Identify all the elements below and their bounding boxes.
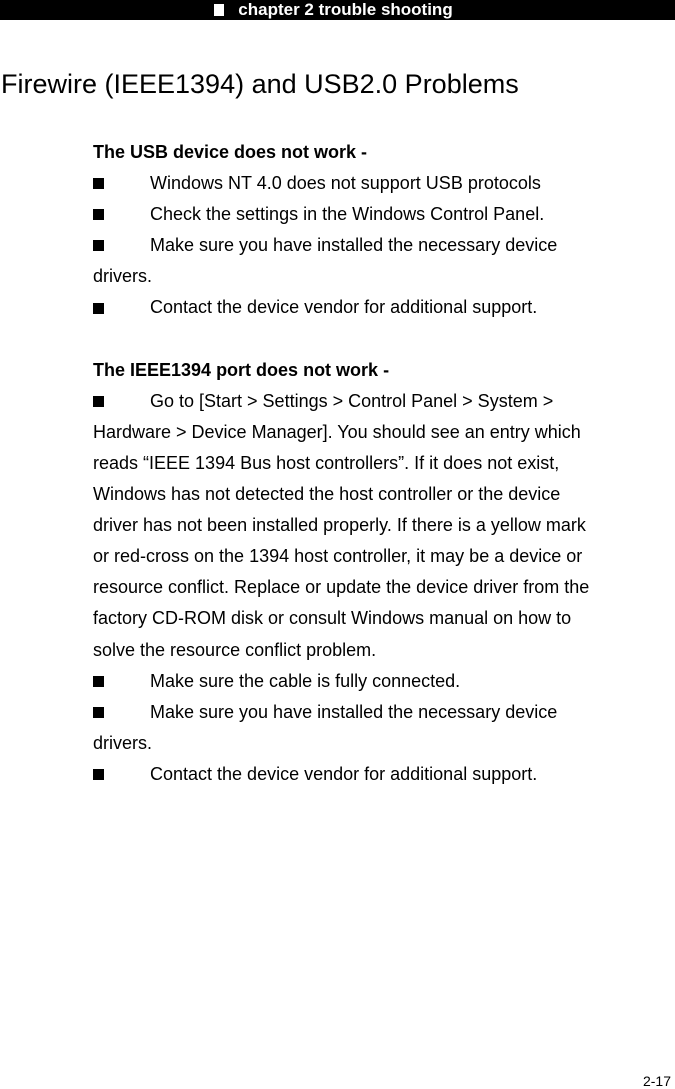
list-item [93,230,673,261]
list-item-text: Contact the device vendor for additional support. [150,297,538,318]
list-item-continuation: or red-cross on the 1394 host controller, it may be a device or [93,546,583,567]
usb-bullet-list [93,168,673,323]
list-item-continuation: Windows has not detected the host controller or the device [93,484,561,505]
list-item-continuation: factory CD-ROM disk or consult Windows manual on how to [93,608,572,629]
list-item-continuation: drivers. [93,266,153,287]
list-item-continuation: solve the resource conflict problem. [93,639,377,660]
list-item-text: Contact the device vendor for additional support. [150,763,538,784]
section-heading-usb: The USB device does not work - [93,142,368,162]
square-bullet-icon [93,396,104,407]
list-item-continuation: resource conflict. Replace or update the device driver from the [93,577,590,598]
square-bullet-icon [93,209,104,220]
square-bullet-icon [214,4,224,16]
list-item-text: Make sure you have installed the necessary device [150,235,558,256]
ieee1394-bullet-list [93,386,673,790]
chapter-title: chapter 2 trouble shooting [238,0,453,19]
square-bullet-icon [93,676,104,687]
section-heading-ieee1394: The IEEE1394 port does not work - [93,359,390,380]
list-item [93,697,673,728]
list-item [93,386,673,417]
list-item [93,666,673,697]
list-item-text: Make sure you have installed the necessary device [150,701,558,722]
list-item-text: Make sure the cable is fully connected. [150,670,461,691]
square-bullet-icon [93,240,104,251]
square-bullet-icon [93,178,104,189]
list-item [93,292,673,323]
list-item-continuation: driver has not been installed properly. If there is a yellow mark [93,515,586,536]
list-item-continuation: reads “IEEE 1394 Bus host controllers”. If it does not exist, [93,452,560,473]
page-number: 2-17 [642,1073,671,1089]
list-item-text: Go to [Start > Settings > Control Panel > System > [150,390,554,411]
chapter-header [0,0,675,20]
list-item [93,168,673,199]
square-bullet-icon [93,769,104,780]
list-item-text: Windows NT 4.0 does not support USB protocols [150,173,541,194]
list-item-text: Check the settings in the Windows Control Panel. [150,204,545,225]
page-title: Firewire (IEEE1394) and USB2.0 Problems [1,69,519,99]
square-bullet-icon [93,303,104,314]
list-item-continuation: drivers. [93,732,153,753]
list-item-continuation: Hardware > Device Manager]. You should see an entry which [93,421,581,442]
list-item [93,759,673,790]
square-bullet-icon [93,707,104,718]
list-item [93,199,673,230]
document-body [93,137,673,790]
